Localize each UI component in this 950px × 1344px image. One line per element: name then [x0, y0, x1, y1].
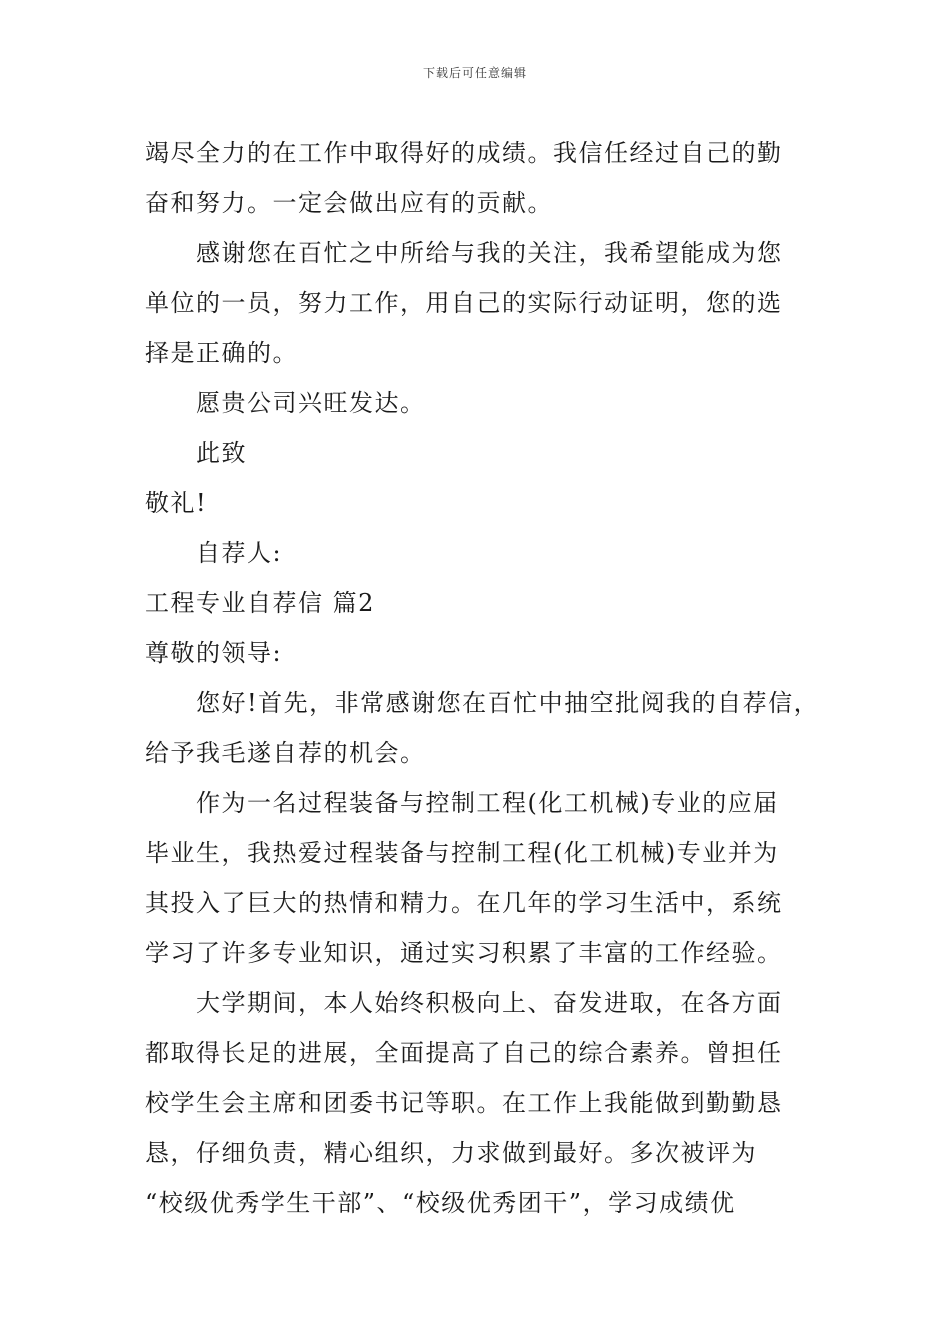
text-line: 其投入了巨大的热情和精力。在几年的学习生活中，系统 — [145, 889, 783, 917]
text-line: 学习了许多专业知识，通过实习积累了丰富的工作经验。 — [145, 939, 783, 967]
document-body — [145, 128, 835, 1228]
text-line: 校学生会主席和团委书记等职。在工作上我能做到勤勤恳 — [145, 1089, 783, 1117]
section-title: 工程专业自荐信 篇2 — [145, 589, 375, 617]
signature-label: 自荐人: — [196, 539, 283, 567]
text-line: 单位的一员，努力工作，用自己的实际行动证明，您的选 — [145, 289, 783, 317]
salutation-closing: 此致 — [196, 439, 247, 467]
text-line: 大学期间，本人始终积极向上、奋发进取，在各方面 — [196, 989, 783, 1017]
text-line: 择是正确的。 — [145, 339, 298, 367]
text-line: “校级优秀学生干部”、“校级优秀团干”，学习成绩优 — [145, 1189, 736, 1217]
page-header-note: 下载后可任意编辑 — [422, 66, 527, 80]
text-line: 愿贵公司兴旺发达。 — [196, 389, 426, 417]
text-line: 都取得长足的进展，全面提高了自己的综合素养。曾担任 — [145, 1039, 783, 1067]
text-line: 奋和努力。一定会做出应有的贡献。 — [145, 189, 553, 217]
text-line: 您好!首先，非常感谢您在百忙中抽空批阅我的自荐信， — [196, 689, 820, 717]
text-line: 感谢您在百忙之中所给与我的关注，我希望能成为您 — [196, 239, 783, 267]
salutation-regards: 敬礼! — [145, 489, 208, 517]
text-line: 毕业生，我热爱过程装备与控制工程(化工机械)专业并为 — [145, 839, 779, 867]
letter-greeting: 尊敬的领导: — [145, 639, 283, 667]
text-line: 给予我毛遂自荐的机会。 — [145, 739, 426, 767]
text-line: 竭尽全力的在工作中取得好的成绩。我信任经过自己的勤 — [145, 139, 783, 167]
text-line: 恳，仔细负责，精心组织，力求做到最好。多次被评为 — [145, 1139, 757, 1167]
text-line: 作为一名过程装备与控制工程(化工机械)专业的应届 — [196, 789, 779, 817]
